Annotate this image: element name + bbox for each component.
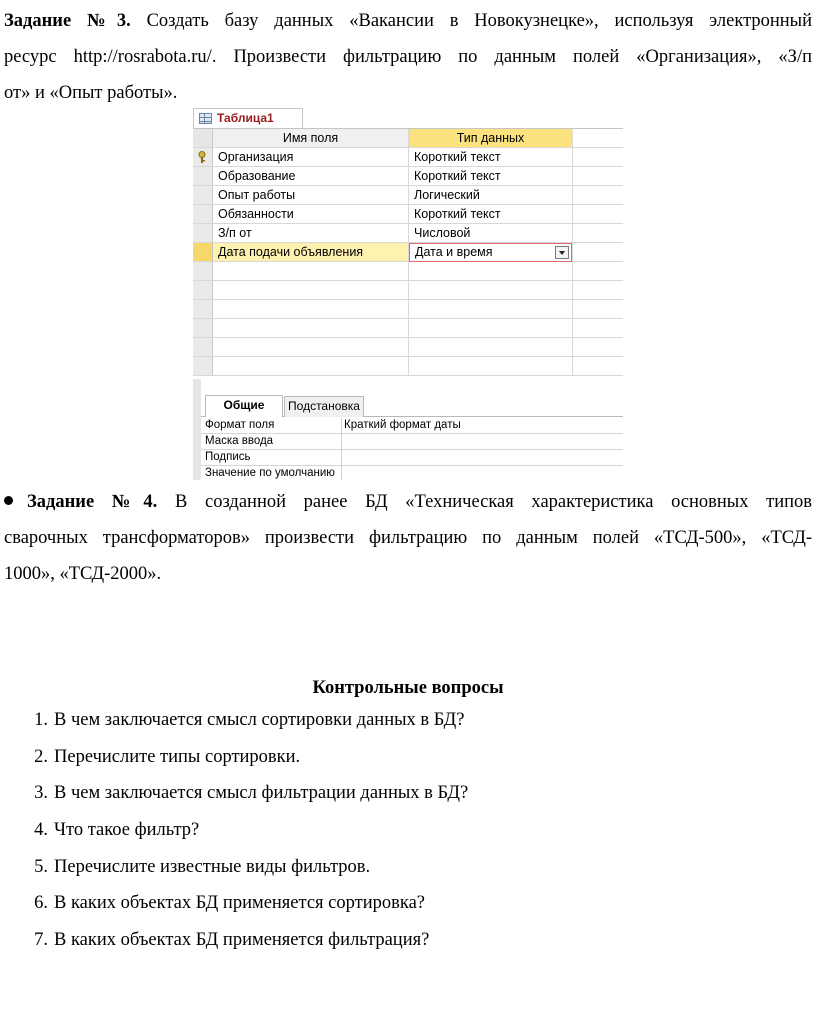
list-item bbox=[0, 739, 816, 776]
field-name-cell[interactable] bbox=[213, 281, 409, 300]
list-item bbox=[0, 922, 816, 959]
task3-text1: Создать базу данных «Вакансии в Новокузнецке», используя электронный bbox=[146, 11, 812, 31]
field-name-cell[interactable] bbox=[213, 338, 409, 357]
data-type-cell[interactable] bbox=[409, 319, 573, 338]
row-selector[interactable] bbox=[193, 300, 213, 319]
question-text: В каких объектах БД применяется сортировка? bbox=[54, 893, 425, 914]
field-name-cell[interactable] bbox=[213, 262, 409, 281]
empty-row[interactable] bbox=[193, 357, 623, 376]
data-type-cell[interactable]: Логический bbox=[409, 186, 573, 205]
properties-left-border bbox=[193, 379, 201, 480]
data-type-cell[interactable]: Короткий текст bbox=[409, 167, 573, 186]
field-row[interactable] bbox=[193, 148, 623, 167]
list-item bbox=[0, 702, 816, 739]
tab-general[interactable]: Общие bbox=[205, 395, 283, 417]
property-name: Значение по умолчанию bbox=[205, 466, 342, 480]
document-tab-bar bbox=[193, 108, 623, 129]
description-cell[interactable] bbox=[573, 300, 623, 319]
access-table-design-screenshot bbox=[193, 108, 623, 480]
field-properties-tabs bbox=[201, 396, 623, 417]
description-cell[interactable] bbox=[573, 319, 623, 338]
list-item bbox=[0, 775, 816, 812]
description-cell[interactable] bbox=[573, 167, 623, 186]
data-type-cell[interactable]: Короткий текст bbox=[409, 205, 573, 224]
description-cell[interactable] bbox=[573, 281, 623, 300]
question-text: Что такое фильтр? bbox=[54, 820, 200, 841]
description-cell[interactable] bbox=[573, 186, 623, 205]
questions-list bbox=[0, 702, 816, 959]
property-row[interactable] bbox=[201, 450, 623, 466]
question-text: В каких объектах БД применяется фильтрация? bbox=[54, 930, 430, 951]
field-name-cell[interactable]: Обязанности bbox=[213, 205, 409, 224]
question-number: 1. bbox=[34, 710, 48, 730]
task4-label: Задание №4. bbox=[27, 492, 158, 512]
field-name-cell[interactable]: Дата подачи объявления bbox=[213, 243, 409, 262]
data-type-cell[interactable]: Числовой bbox=[409, 224, 573, 243]
row-selector[interactable] bbox=[193, 167, 213, 186]
field-name-cell[interactable] bbox=[213, 357, 409, 376]
question-text: В чем заключается смысл фильтрации данных в БД? bbox=[54, 783, 469, 804]
property-name: Маска ввода bbox=[205, 434, 342, 449]
data-type-cell[interactable] bbox=[409, 262, 573, 281]
field-row[interactable] bbox=[193, 186, 623, 205]
empty-row[interactable] bbox=[193, 262, 623, 281]
task3-label: Задание №3. bbox=[4, 11, 131, 31]
field-name-cell[interactable]: Опыт работы bbox=[213, 186, 409, 205]
field-row[interactable] bbox=[193, 167, 623, 186]
table-icon bbox=[199, 113, 212, 124]
question-number: 7. bbox=[34, 930, 48, 951]
question-number: 3. bbox=[34, 783, 48, 804]
list-item bbox=[0, 812, 816, 849]
task4-line2: сварочных трансформаторов» произвести фильтрацию по данным полей «ТСД-500», «ТСД- bbox=[4, 528, 812, 548]
field-name-cell[interactable]: Организация bbox=[213, 148, 409, 167]
description-cell[interactable] bbox=[573, 357, 623, 376]
description-cell[interactable] bbox=[573, 338, 623, 357]
list-item bbox=[0, 885, 816, 922]
header-field-name: Имя поля bbox=[213, 129, 409, 148]
task3-line3: от» и «Опыт работы». bbox=[4, 83, 178, 103]
row-selector[interactable] bbox=[193, 224, 213, 243]
task4-paragraph bbox=[4, 484, 812, 592]
header-description bbox=[573, 129, 623, 148]
row-selector[interactable] bbox=[193, 262, 213, 281]
question-text: В чем заключается смысл сортировки данных в БД? bbox=[54, 710, 465, 730]
property-row[interactable] bbox=[201, 466, 623, 480]
header-data-type: Тип данных bbox=[409, 129, 573, 148]
data-type-cell[interactable]: Короткий текст bbox=[409, 148, 573, 167]
tab-lookup[interactable]: Подстановка bbox=[284, 396, 364, 417]
task3-line1 bbox=[4, 3, 812, 39]
row-selector[interactable] bbox=[193, 186, 213, 205]
field-name-cell[interactable] bbox=[213, 319, 409, 338]
description-cell[interactable] bbox=[573, 224, 623, 243]
empty-row[interactable] bbox=[193, 319, 623, 338]
chevron-down-icon[interactable] bbox=[555, 246, 569, 259]
grid-header-row bbox=[193, 129, 623, 148]
row-selector[interactable] bbox=[193, 338, 213, 357]
task4-line3: 1000», «ТСД-2000». bbox=[4, 564, 162, 584]
question-number: 2. bbox=[34, 746, 48, 767]
row-selector-current[interactable] bbox=[193, 243, 213, 262]
description-cell[interactable] bbox=[573, 262, 623, 281]
task4-line1 bbox=[4, 484, 812, 520]
row-selector[interactable] bbox=[193, 148, 213, 167]
task3-paragraph bbox=[4, 3, 812, 111]
field-row[interactable] bbox=[193, 205, 623, 224]
table-tab-label: Таблица1 bbox=[217, 111, 274, 125]
empty-row[interactable] bbox=[193, 338, 623, 357]
empty-row[interactable] bbox=[193, 300, 623, 319]
row-selector[interactable] bbox=[193, 205, 213, 224]
bullet-icon bbox=[4, 496, 13, 505]
grid-separator bbox=[193, 379, 623, 393]
property-row[interactable] bbox=[201, 418, 623, 434]
question-number: 4. bbox=[34, 820, 48, 841]
questions-heading: Контрольные вопросы bbox=[312, 678, 504, 698]
property-row[interactable] bbox=[201, 434, 623, 450]
property-name: Формат поля bbox=[205, 418, 342, 433]
task3-line2: ресурс http://rosrabota.ru/. Произвести фильтрацию по данным полей «Организация», «З/п bbox=[4, 47, 812, 67]
row-selector[interactable] bbox=[193, 319, 213, 338]
property-name: Подпись bbox=[205, 450, 342, 465]
select-all-corner[interactable] bbox=[193, 129, 213, 148]
description-cell[interactable] bbox=[573, 243, 623, 262]
question-text: Перечислите типы сортировки. bbox=[54, 746, 301, 767]
data-type-cell[interactable] bbox=[409, 300, 573, 319]
description-cell[interactable] bbox=[573, 205, 623, 224]
field-row-current[interactable] bbox=[193, 243, 623, 262]
description-cell[interactable] bbox=[573, 148, 623, 167]
empty-row[interactable] bbox=[193, 281, 623, 300]
table-tab[interactable] bbox=[193, 108, 303, 128]
property-value[interactable]: Краткий формат даты bbox=[344, 419, 461, 431]
field-row[interactable] bbox=[193, 224, 623, 243]
question-number: 5. bbox=[34, 856, 48, 877]
field-name-cell[interactable] bbox=[213, 300, 409, 319]
data-type-cell[interactable] bbox=[409, 338, 573, 357]
data-type-cell[interactable] bbox=[409, 281, 573, 300]
data-type-cell[interactable] bbox=[409, 357, 573, 376]
row-selector[interactable] bbox=[193, 357, 213, 376]
row-selector[interactable] bbox=[193, 281, 213, 300]
question-text: Перечислите известные виды фильтров. bbox=[54, 856, 371, 877]
field-name-cell[interactable]: Образование bbox=[213, 167, 409, 186]
question-number: 6. bbox=[34, 893, 48, 914]
list-item bbox=[0, 849, 816, 886]
data-type-dropdown[interactable] bbox=[409, 243, 572, 262]
primary-key-icon bbox=[198, 151, 206, 164]
field-name-cell[interactable]: З/п от bbox=[213, 224, 409, 243]
data-type-dropdown-value: Дата и время bbox=[415, 245, 493, 259]
task4-text1: В созданной ранее БД «Техническая характеристика основных типов bbox=[174, 492, 812, 512]
